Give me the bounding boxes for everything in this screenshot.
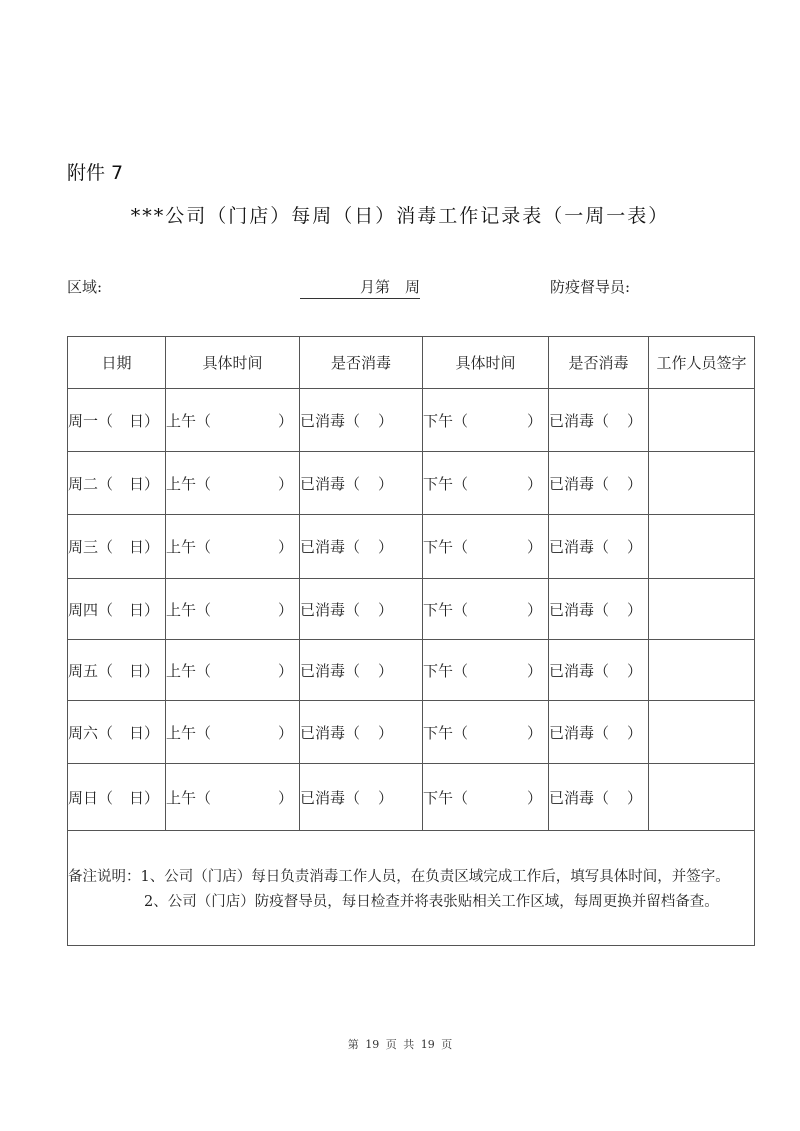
am-disinfected-cell[interactable] — [300, 640, 423, 701]
pm-disinfected-cell[interactable] — [549, 764, 649, 831]
am-done-label: 已消毒（ — [300, 538, 361, 556]
pm-done-label: 已消毒（ — [549, 723, 610, 742]
pm-label: 下午（ — [423, 474, 469, 493]
date-cell[interactable] — [68, 389, 166, 452]
pm-disinfected-cell[interactable] — [549, 389, 649, 452]
table-row — [68, 389, 755, 452]
am-done-label: 已消毒（ — [300, 411, 361, 430]
signature-cell[interactable] — [649, 452, 755, 515]
pm-close: ） — [526, 723, 542, 742]
pm-disinfected-cell[interactable] — [549, 701, 649, 764]
am-close: ） — [277, 411, 293, 430]
am-done-close: ） — [378, 538, 394, 556]
am-close: ） — [277, 788, 293, 807]
signature-cell[interactable] — [649, 515, 755, 579]
pm-disinfected-cell[interactable] — [549, 515, 649, 579]
am-done-label: 已消毒（ — [300, 723, 361, 742]
table-row — [68, 452, 755, 515]
signature-cell[interactable] — [649, 640, 755, 701]
header-am-disinfected: 是否消毒 — [300, 337, 423, 389]
pm-disinfected-cell[interactable] — [549, 452, 649, 515]
day-suffix: 日） — [128, 788, 159, 807]
pm-time-cell[interactable] — [423, 701, 549, 764]
am-close: ） — [277, 600, 293, 619]
date-cell[interactable] — [68, 701, 166, 764]
table-row — [68, 640, 755, 701]
am-time-cell[interactable] — [166, 515, 300, 579]
page-title: ***公司（门店）每周（日）消毒工作记录表（一周一表） — [130, 205, 670, 227]
day-suffix: 日） — [128, 600, 159, 619]
pm-disinfected-cell[interactable] — [549, 579, 649, 640]
day-label: 周三（ — [68, 538, 114, 556]
am-close: ） — [277, 723, 293, 742]
pm-label: 下午（ — [423, 788, 469, 807]
am-close: ） — [277, 474, 293, 493]
pm-close: ） — [526, 411, 542, 430]
am-close: ） — [277, 538, 293, 556]
am-label: 上午（ — [166, 411, 212, 430]
supervisor-label: 防疫督导员: — [550, 278, 631, 296]
am-done-label: 已消毒（ — [300, 661, 361, 680]
disinfection-record-table — [67, 336, 755, 946]
pm-done-close: ） — [627, 411, 643, 430]
signature-cell[interactable] — [649, 389, 755, 452]
signature-cell[interactable] — [649, 579, 755, 640]
am-label: 上午（ — [166, 474, 212, 493]
pm-label: 下午（ — [423, 723, 469, 742]
pm-time-cell[interactable] — [423, 389, 549, 452]
table-row — [68, 701, 755, 764]
header-pm-disinfected: 是否消毒 — [549, 337, 649, 389]
pm-time-cell[interactable] — [423, 640, 549, 701]
pm-close: ） — [526, 600, 542, 619]
am-label: 上午（ — [166, 723, 212, 742]
pm-done-close: ） — [627, 600, 643, 619]
am-label: 上午（ — [166, 538, 212, 556]
notes-row — [68, 831, 755, 946]
am-label: 上午（ — [166, 600, 212, 619]
pm-done-close: ） — [627, 723, 643, 742]
pm-time-cell[interactable] — [423, 515, 549, 579]
am-done-label: 已消毒（ — [300, 788, 361, 807]
date-cell[interactable] — [68, 764, 166, 831]
am-time-cell[interactable] — [166, 579, 300, 640]
am-done-close: ） — [378, 723, 394, 742]
pm-close: ） — [526, 538, 542, 556]
am-disinfected-cell[interactable] — [300, 579, 423, 640]
pm-done-label: 已消毒（ — [549, 788, 610, 807]
table-row — [68, 579, 755, 640]
am-done-close: ） — [378, 411, 394, 430]
am-done-label: 已消毒（ — [300, 474, 361, 493]
date-cell[interactable] — [68, 640, 166, 701]
pm-done-close: ） — [627, 661, 643, 680]
pm-done-close: ） — [627, 788, 643, 807]
signature-cell[interactable] — [649, 701, 755, 764]
pm-time-cell[interactable] — [423, 579, 549, 640]
am-done-close: ） — [378, 600, 394, 619]
signature-cell[interactable] — [649, 764, 755, 831]
day-suffix: 日） — [128, 723, 159, 742]
am-time-cell[interactable] — [166, 640, 300, 701]
notes-cell — [68, 831, 755, 946]
table-row — [68, 764, 755, 831]
header-signature: 工作人员签字 — [649, 337, 755, 389]
day-suffix: 日） — [128, 411, 159, 430]
day-label: 周一（ — [68, 411, 114, 430]
attachment-label: 附件 7 — [67, 162, 124, 184]
header-am-time: 具体时间 — [166, 337, 300, 389]
pm-done-label: 已消毒（ — [549, 661, 610, 680]
pm-done-close: ） — [627, 474, 643, 493]
pm-label: 下午（ — [423, 538, 469, 556]
am-done-close: ） — [378, 788, 394, 807]
am-time-cell[interactable] — [166, 701, 300, 764]
am-disinfected-cell[interactable] — [300, 515, 423, 579]
table-header-row — [68, 337, 755, 389]
pm-label: 下午（ — [423, 411, 469, 430]
am-disinfected-cell[interactable] — [300, 701, 423, 764]
day-label: 周日（ — [68, 788, 114, 807]
pm-done-label: 已消毒（ — [549, 474, 610, 493]
pm-time-cell[interactable] — [423, 764, 549, 831]
header-pm-time: 具体时间 — [423, 337, 549, 389]
day-suffix: 日） — [128, 661, 159, 680]
pm-label: 下午（ — [423, 600, 469, 619]
header-date: 日期 — [68, 337, 166, 389]
am-disinfected-cell[interactable] — [300, 389, 423, 452]
am-done-close: ） — [378, 474, 394, 493]
pm-close: ） — [526, 788, 542, 807]
am-label: 上午（ — [166, 788, 212, 807]
day-suffix: 日） — [128, 538, 159, 556]
pm-close: ） — [526, 661, 542, 680]
day-suffix: 日） — [128, 474, 159, 493]
date-cell[interactable] — [68, 579, 166, 640]
area-label: 区域: — [67, 278, 103, 296]
pm-done-label: 已消毒（ — [549, 538, 610, 556]
pm-close: ） — [526, 474, 542, 493]
date-cell[interactable] — [68, 515, 166, 579]
am-close: ） — [277, 661, 293, 680]
am-time-cell[interactable] — [166, 452, 300, 515]
am-time-cell[interactable] — [166, 764, 300, 831]
am-done-label: 已消毒（ — [300, 600, 361, 619]
pm-time-cell[interactable] — [423, 452, 549, 515]
pm-disinfected-cell[interactable] — [549, 640, 649, 701]
pm-done-label: 已消毒（ — [549, 411, 610, 430]
table-row — [68, 515, 755, 579]
day-label: 周五（ — [68, 661, 114, 680]
note-line-1: 备注说明：1、公司（门店）每日负责消毒工作人员，在负责区域完成工作后，填写具体时间，并签字。 — [68, 869, 730, 885]
pm-done-label: 已消毒（ — [549, 600, 610, 619]
note-line-2: 2、公司（门店）防疫督导员，每日检查并将表张贴相关工作区域，每周更换并留档备查。 — [144, 894, 719, 910]
date-cell[interactable] — [68, 452, 166, 515]
page-number: 第 19 页 共 19 页 — [347, 1038, 453, 1051]
am-time-cell[interactable] — [166, 389, 300, 452]
week-field: 月第 周 — [300, 276, 420, 299]
day-label: 周六（ — [68, 723, 114, 742]
am-disinfected-cell[interactable] — [300, 764, 423, 831]
pm-done-close: ） — [627, 538, 643, 556]
am-done-close: ） — [378, 661, 394, 680]
am-label: 上午（ — [166, 661, 212, 680]
day-label: 周二（ — [68, 474, 114, 493]
day-label: 周四（ — [68, 600, 114, 619]
pm-label: 下午（ — [423, 661, 469, 680]
am-disinfected-cell[interactable] — [300, 452, 423, 515]
